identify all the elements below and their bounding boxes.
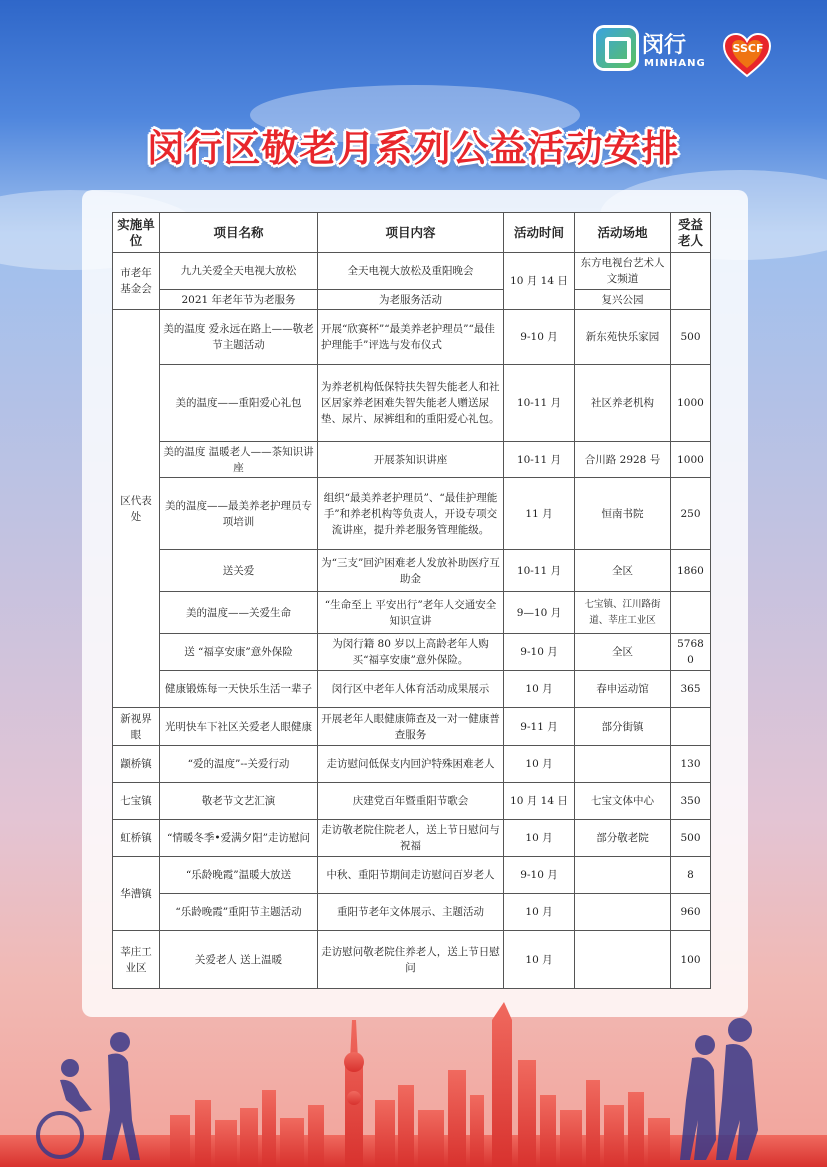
minhang-logo-icon: [596, 28, 636, 68]
cell-time: 9-11 月: [504, 708, 575, 746]
cell-count: 500: [671, 310, 711, 365]
table-row: [113, 550, 711, 592]
cell-name: “情暖冬季•爱满夕阳”走访慰问: [160, 820, 318, 857]
cell-time: 10-11 月: [504, 365, 575, 442]
cell-content: 闵行区中老年人体育活动成果展示: [318, 671, 504, 708]
cell-name: 送 “福享安康”意外保险: [160, 634, 318, 671]
cell-name: 2021 年老年节为老服务: [160, 290, 318, 310]
cell-time: 10-11 月: [504, 442, 575, 478]
header-venue: 活动场地: [575, 213, 671, 253]
cell-venue: 东方电视台艺术人文频道: [575, 253, 671, 290]
table-row: [113, 783, 711, 820]
table-row: [113, 820, 711, 857]
cell-time: 10 月: [504, 746, 575, 783]
cell-name: 美的温度——最美养老护理员专项培训: [160, 478, 318, 550]
minhang-logo-subtext: MINHANG: [644, 58, 706, 69]
table-row: [113, 478, 711, 550]
cell-count: 57680: [671, 634, 711, 671]
cell-time: 9-10 月: [504, 857, 575, 894]
cell-count: 960: [671, 894, 711, 931]
cell-unit: 新视界眼: [113, 708, 160, 746]
cell-unit: 华漕镇: [113, 857, 160, 931]
cell-count: 350: [671, 783, 711, 820]
cell-count: 500: [671, 820, 711, 857]
cell-name: 美的温度——关爱生命: [160, 592, 318, 634]
cell-venue: 部分敬老院: [575, 820, 671, 857]
cell-venue: [575, 857, 671, 894]
table-row: [113, 253, 711, 290]
city-skyline-illustration: [0, 1000, 827, 1167]
cell-venue: 部分街镇: [575, 708, 671, 746]
cell-count: [671, 708, 711, 746]
table-row: [113, 442, 711, 478]
cell-content: 走访慰问敬老院住养老人，送上节日慰问: [318, 931, 504, 989]
cell-content: “生命至上 平安出行”老年人交通安全知识宣讲: [318, 592, 504, 634]
cell-venue: 七宝镇、江川路街道、莘庄工业区: [575, 592, 671, 634]
cell-count: 1000: [671, 365, 711, 442]
cell-time: 10 月 14 日: [504, 783, 575, 820]
cell-content: 组织“最美养老护理员”、“最佳护理能手”和养老机构等负责人，开设专项交流讲座，提升养老服务管理能级。: [318, 478, 504, 550]
page-title: 闵行区敬老月系列公益活动安排: [147, 127, 680, 170]
cell-content: 为老服务活动: [318, 290, 504, 310]
table-row: [113, 365, 711, 442]
cell-time: 9-10 月: [504, 310, 575, 365]
cell-name: “爱的温度”--关爱行动: [160, 746, 318, 783]
heart-icon: [722, 32, 772, 78]
cell-count: 100: [671, 931, 711, 989]
cell-content: 走访慰问低保支内回沪特殊困难老人: [318, 746, 504, 783]
cell-venue: 七宝文体中心: [575, 783, 671, 820]
cell-count: [671, 253, 711, 310]
cell-content: 为闵行籍 80 岁以上高龄老年人购买“福享安康”意外保险。: [318, 634, 504, 671]
table-row: [113, 634, 711, 671]
cell-count: 365: [671, 671, 711, 708]
cell-name: 送关爱: [160, 550, 318, 592]
sscf-logo: [718, 26, 778, 82]
cell-venue: [575, 931, 671, 989]
activity-schedule-table: [112, 212, 711, 989]
cell-venue: [575, 746, 671, 783]
cell-unit: 莘庄工业区: [113, 931, 160, 989]
cell-content: 走访敬老院住院老人，送上节日慰问与祝福: [318, 820, 504, 857]
cell-content: 中秋、重阳节期间走访慰问百岁老人: [318, 857, 504, 894]
cell-unit: 区代表处: [113, 310, 160, 708]
cell-name: 敬老节文艺汇演: [160, 783, 318, 820]
cell-name: 九九关爱全天电视大放松: [160, 253, 318, 290]
cell-content: 开展茶知识讲座: [318, 442, 504, 478]
cell-name: “乐龄晚霞”温暖大放送: [160, 857, 318, 894]
cell-count: 130: [671, 746, 711, 783]
cell-venue: 全区: [575, 550, 671, 592]
cell-venue: 恒南书院: [575, 478, 671, 550]
minhang-logo-text: 闵行: [642, 33, 687, 58]
cell-content: 庆建党百年暨重阳节歌会: [318, 783, 504, 820]
table-row: [113, 708, 711, 746]
cell-unit: 市老年基金会: [113, 253, 160, 310]
cell-content: 为“三支”回沪困难老人发放补助医疗互助金: [318, 550, 504, 592]
minhang-logo: [596, 26, 708, 80]
header-project-name: 项目名称: [160, 213, 318, 253]
cell-unit: 颛桥镇: [113, 746, 160, 783]
cell-time: 10-11 月: [504, 550, 575, 592]
cell-time: 11 月: [504, 478, 575, 550]
sscf-logo-text: SSCF: [732, 42, 764, 55]
cell-count: 8: [671, 857, 711, 894]
cell-time: 10 月: [504, 894, 575, 931]
header-time: 活动时间: [504, 213, 575, 253]
cell-name: “乐龄晚霞”重阳节主题活动: [160, 894, 318, 931]
cell-name: 光明快车下社区关爱老人眼健康: [160, 708, 318, 746]
cell-venue: 全区: [575, 634, 671, 671]
cell-time: 9—10 月: [504, 592, 575, 634]
cell-count: 250: [671, 478, 711, 550]
cell-content: 为养老机构低保特扶失智失能老人和社区居家养老困难失智失能老人赠送尿垫、尿片、尿裤组和的重阳爱心礼包。: [318, 365, 504, 442]
cell-time: 10 月: [504, 820, 575, 857]
cell-name: 美的温度——重阳爱心礼包: [160, 365, 318, 442]
header-beneficiaries: 受益老人: [671, 213, 711, 253]
table-row: [113, 857, 711, 894]
cell-time: 10 月: [504, 931, 575, 989]
cell-count: 1000: [671, 442, 711, 478]
cell-venue: 合川路 2928 号: [575, 442, 671, 478]
cell-content: 重阳节老年文体展示、主题活动: [318, 894, 504, 931]
cell-time: 10 月: [504, 671, 575, 708]
cell-content: 开展老年人眼健康筛查及一对一健康普查服务: [318, 708, 504, 746]
cell-name: 美的温度 温暖老人——茶知识讲座: [160, 442, 318, 478]
cell-venue: 复兴公园: [575, 290, 671, 310]
cell-time: 10 月 14 日: [504, 253, 575, 310]
cell-name: 美的温度 爱永远在路上——敬老节主题活动: [160, 310, 318, 365]
table-row: [113, 746, 711, 783]
cell-content: 全天电视大放松及重阳晚会: [318, 253, 504, 290]
table-row: [113, 592, 711, 634]
header-project-content: 项目内容: [318, 213, 504, 253]
cell-venue: [575, 894, 671, 931]
table-row: [113, 931, 711, 989]
table-row: [113, 310, 711, 365]
cell-venue: 新东苑快乐家园: [575, 310, 671, 365]
cell-count: 1860: [671, 550, 711, 592]
cell-venue: 春申运动馆: [575, 671, 671, 708]
table-row: [113, 290, 711, 310]
table-header-row: [113, 213, 711, 253]
cell-content: 开展“欣赛杯”“最美养老护理员”“最佳护理能手”评选与发布仪式: [318, 310, 504, 365]
header-unit: 实施单位: [113, 213, 160, 253]
cell-unit: 虹桥镇: [113, 820, 160, 857]
table-row: [113, 671, 711, 708]
cell-unit: 七宝镇: [113, 783, 160, 820]
cell-time: 9-10 月: [504, 634, 575, 671]
cell-count: [671, 592, 711, 634]
cell-venue: 社区养老机构: [575, 365, 671, 442]
cell-name: 健康锻炼每一天快乐生活一辈子: [160, 671, 318, 708]
cell-name: 关爱老人 送上温暖: [160, 931, 318, 989]
table-row: [113, 894, 711, 931]
